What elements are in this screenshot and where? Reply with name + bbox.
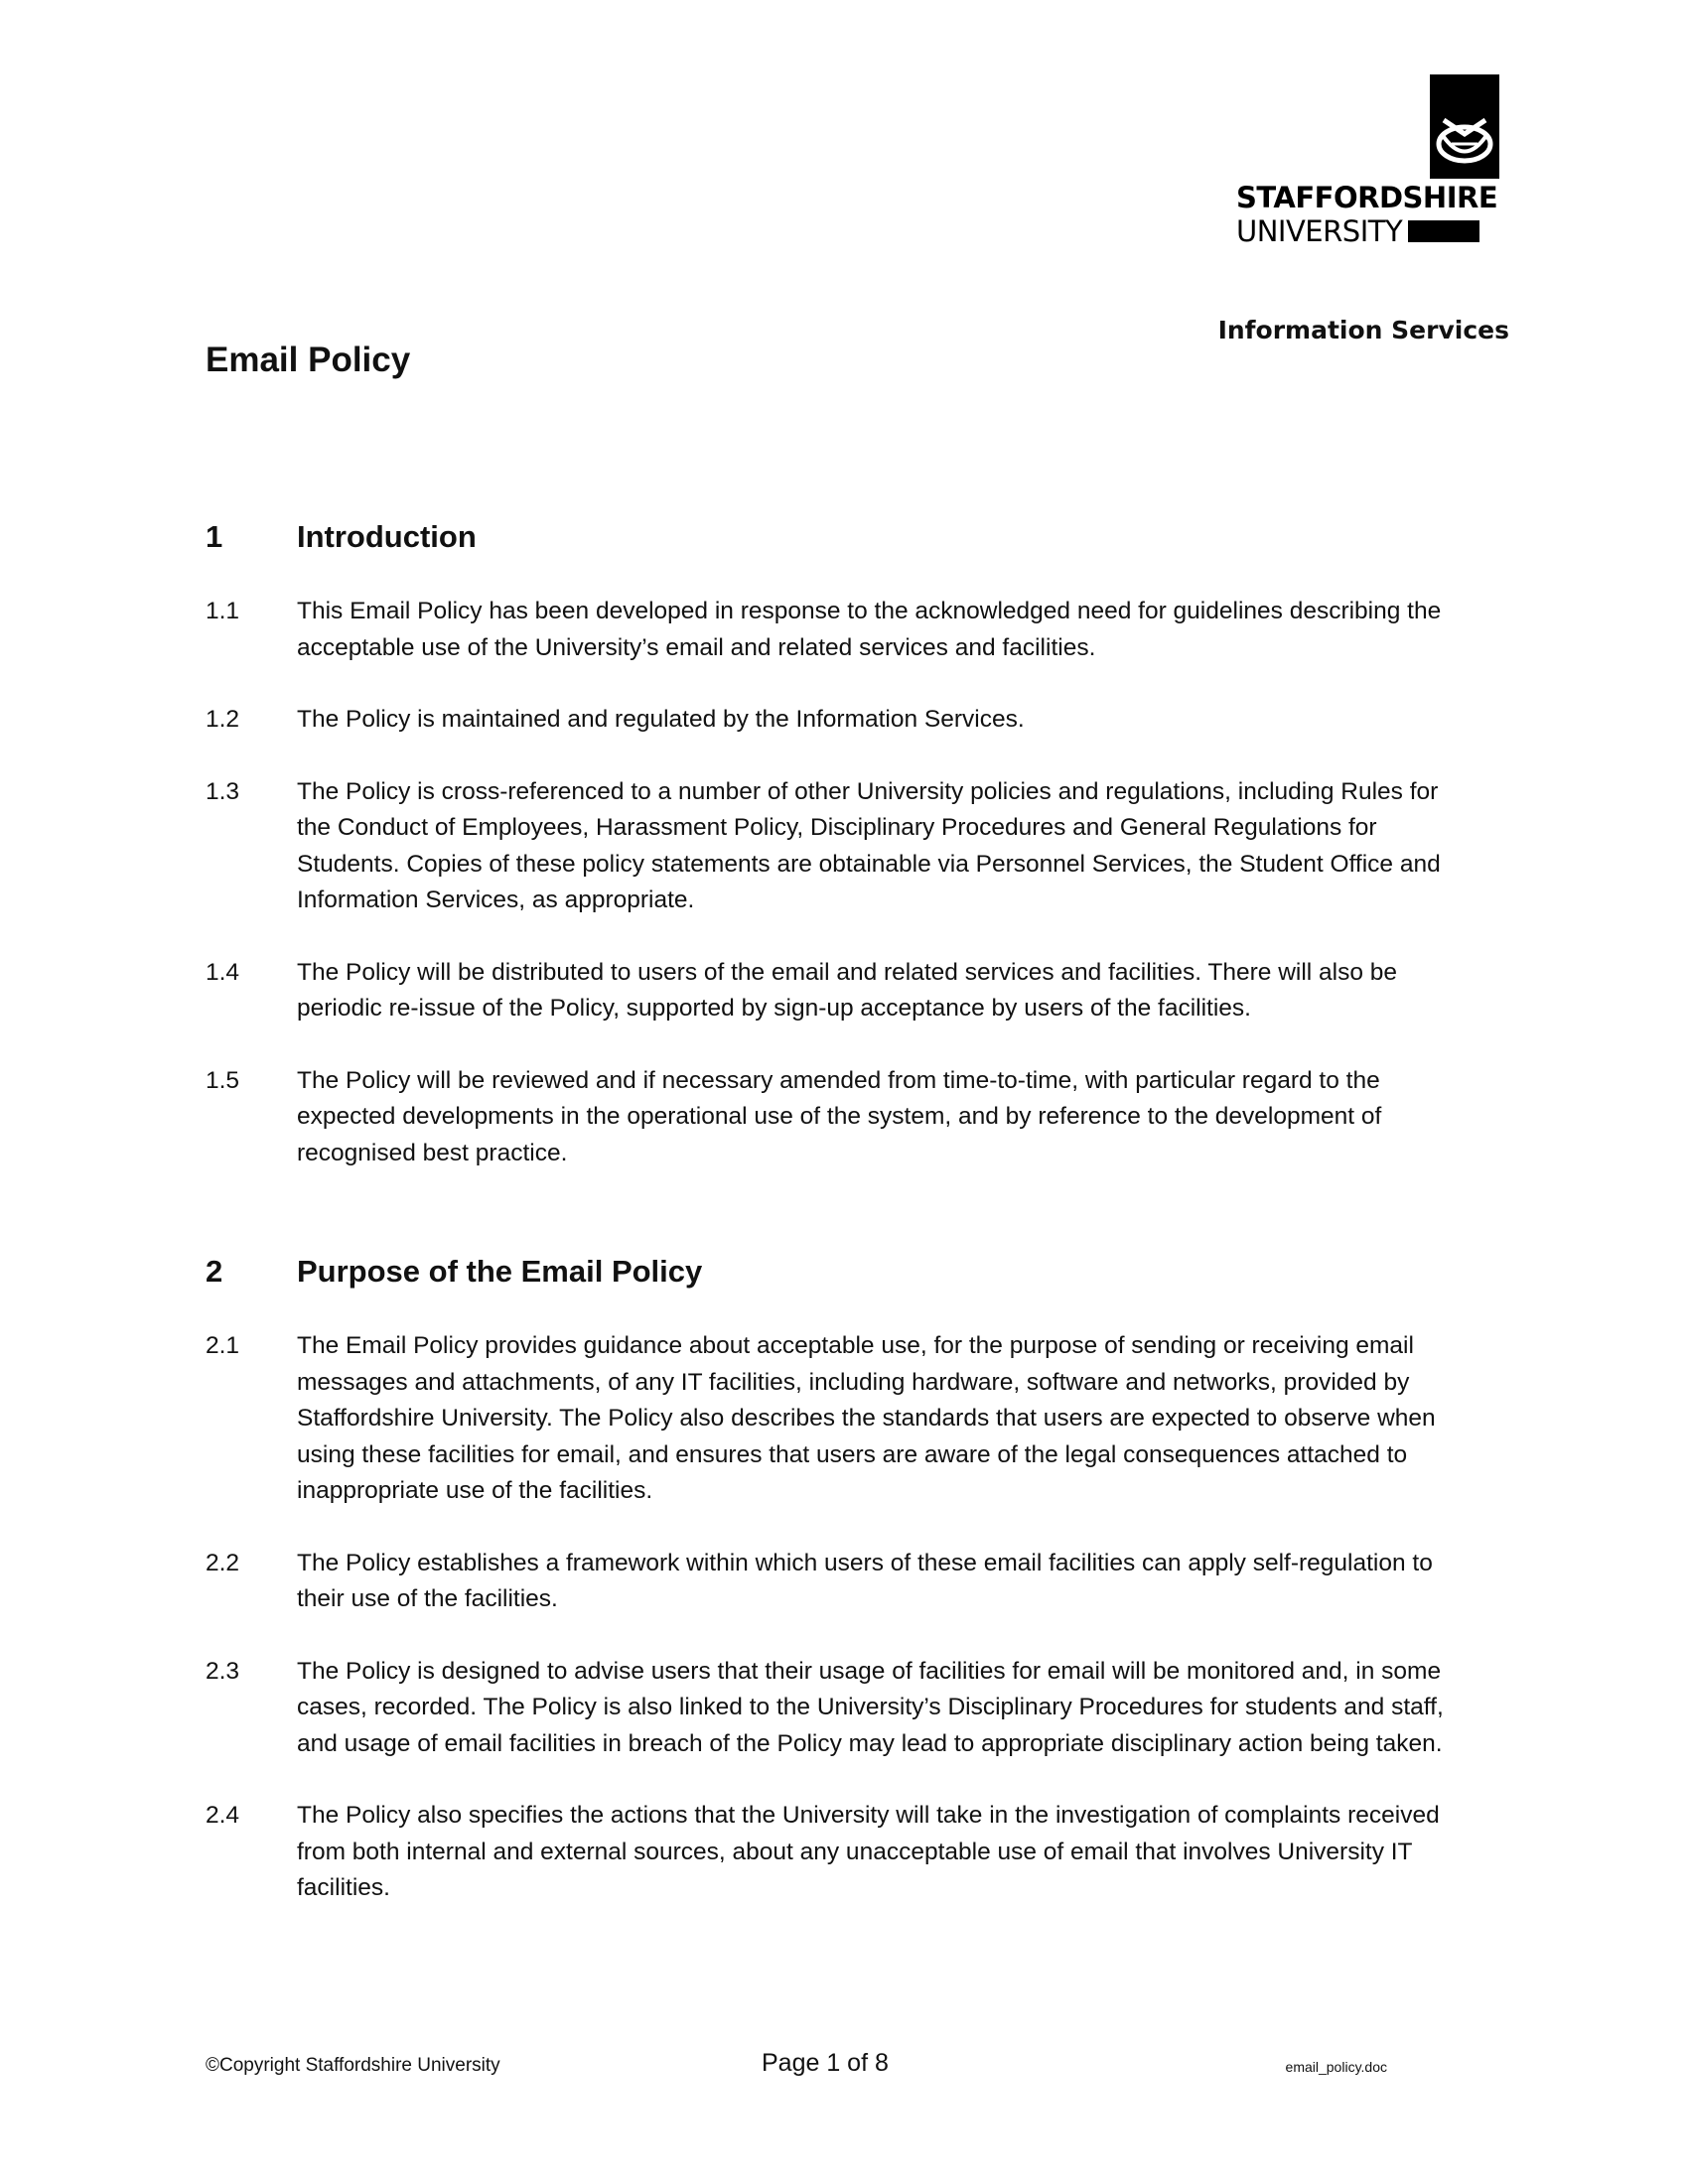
section-heading — [206, 1251, 1477, 1293]
logo-wordmark — [1236, 181, 1504, 248]
document-body — [206, 516, 1477, 1943]
paragraph — [206, 1798, 1477, 1907]
section-purpose — [206, 1251, 1477, 1907]
paragraph-text: The Policy will be reviewed and if necessary amended from time-to-time, with particular regard to the expected developments in the operational use of the system, and by reference to the development of recognised best practice. — [297, 1066, 1382, 1166]
paragraph-number: 2.1 — [206, 1332, 240, 1359]
section-number: 1 — [206, 519, 223, 554]
section-number: 2 — [206, 1254, 223, 1289]
logo-bar — [1408, 220, 1479, 242]
paragraph — [206, 702, 1477, 739]
paragraph-text: The Policy will be distributed to users of the email and related services and facilities. There will also be periodic re-issue of the Policy, supported by sign-up acceptance by users of the facilities. — [297, 958, 1398, 1022]
file-name: email_policy.doc — [1285, 2059, 1387, 2075]
section-title: Purpose of the Email Policy — [297, 1254, 703, 1289]
paragraph-number: 2.2 — [206, 1549, 240, 1576]
paragraph-text: The Email Policy provides guidance about acceptable use, for the purpose of sending or receiving email messages and attachments, of any IT facilities, including hardware, software and networks, provided by Staffordshire University. The Policy also describes the standards that users are expected to observe when using these facilities for email, and ensures that users are aware of the legal consequences attached to inappropriate use of the facilities. — [297, 1332, 1436, 1504]
paragraph — [206, 1654, 1477, 1763]
logo-line1: STAFFORDSHIRE — [1236, 181, 1498, 214]
page-footer — [206, 2049, 1387, 2089]
section-heading — [206, 516, 1477, 558]
paragraph — [206, 1328, 1477, 1510]
paragraph — [206, 594, 1477, 666]
section-introduction — [206, 516, 1477, 1171]
page-title: Email Policy — [206, 341, 411, 379]
section-title: Introduction — [297, 519, 477, 554]
paragraph-number: 1.1 — [206, 598, 240, 624]
paragraph — [206, 955, 1477, 1027]
page-number: Page 1 of 8 — [762, 2049, 889, 2077]
paragraph-number: 1.2 — [206, 706, 240, 733]
paragraph-text: The Policy establishes a framework within which users of these email facilities can apply self-regulation to their use of the facilities. — [297, 1549, 1433, 1612]
paragraph — [206, 774, 1477, 919]
paragraph-text: The Policy is maintained and regulated by the Information Services. — [297, 706, 1025, 733]
paragraph-text: The Policy is designed to advise users that their usage of facilities for email will be monitored and, in some cases, recorded. The Policy is also linked to the University’s Disciplinary Procedures for students and staff, and usage of email facilities in breach of the Policy may lead to appropriate disciplinary action being taken. — [297, 1657, 1444, 1757]
paragraph-number: 2.4 — [206, 1802, 240, 1829]
paragraph-number: 1.3 — [206, 777, 240, 805]
paragraph-text: The Policy is cross-referenced to a number of other University policies and regulations, including Rules for the Conduct of Employees, Harassment Policy, Disciplinary Procedures and General Regulations for Students. Copies of these policy statements are obtainable via Personnel Services, the Student Office and Information Services, as appropriate. — [297, 777, 1441, 913]
copyright-notice: ©Copyright Staffordshire University — [206, 2055, 500, 2076]
department-name: Information Services — [1217, 316, 1509, 344]
paragraph-number: 2.3 — [206, 1657, 240, 1685]
paragraph — [206, 1546, 1477, 1618]
paragraph — [206, 1063, 1477, 1172]
paragraph-number: 1.4 — [206, 958, 240, 986]
logo-line2: UNIVERSITY — [1236, 214, 1403, 248]
paragraph-number: 1.5 — [206, 1066, 240, 1094]
paragraph-text: The Policy also specifies the actions that the University will take in the investigation of complaints received from both internal and external sources, about any unacceptable use of email that involves University IT facilities. — [297, 1802, 1440, 1901]
paragraph-text: This Email Policy has been developed in response to the acknowledged need for guidelines describing the acceptable use of the University’s email and related services and facilities. — [297, 598, 1442, 661]
logo-crest-icon — [1430, 74, 1499, 179]
